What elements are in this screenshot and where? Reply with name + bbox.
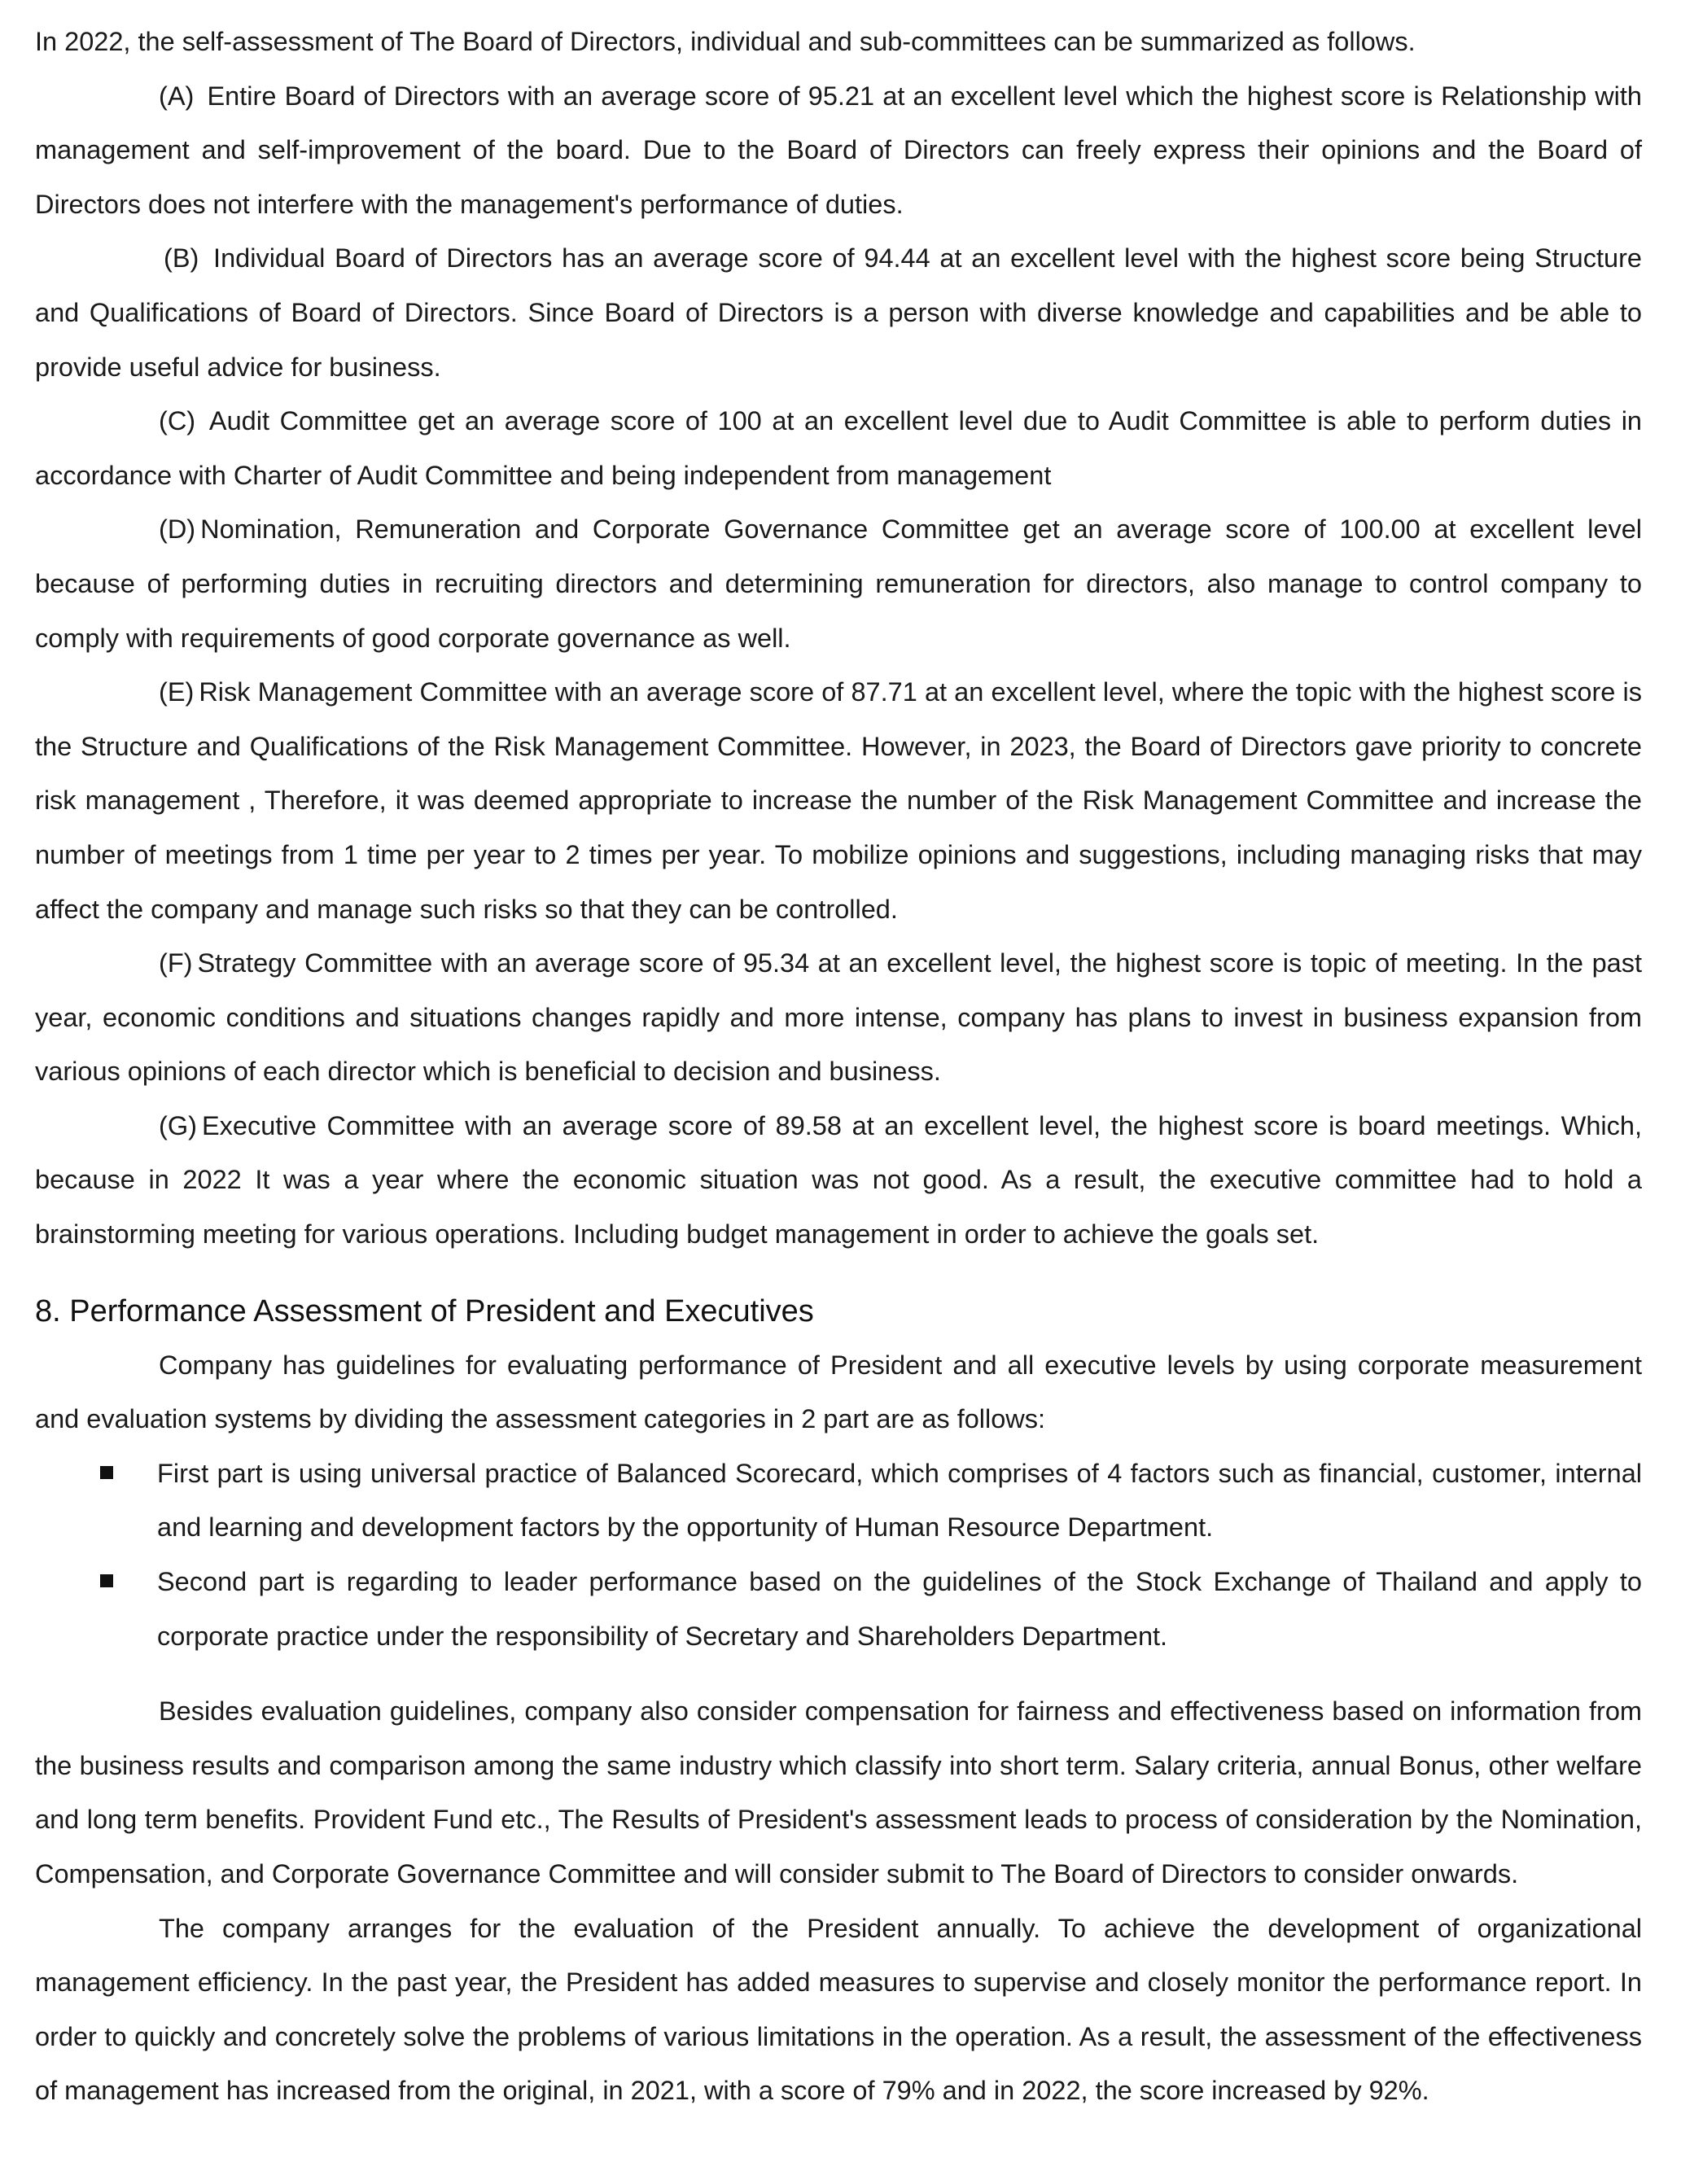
item-e-paragraph [35, 665, 1642, 936]
item-c-text: Audit Committee get an average score of 100 at an excellent level due to Audit Committee is able to perform duties in accordance with Charter of Audit Committee and being independent from management [35, 406, 1642, 490]
paragraph-spacer [35, 1663, 1642, 1684]
section-spacer [35, 1262, 1642, 1285]
item-e-label: (E) [159, 677, 195, 707]
item-c-label: (C) [159, 406, 196, 436]
list-item [35, 1555, 1642, 1663]
item-d-paragraph [35, 502, 1642, 665]
document-page [35, 15, 1642, 2118]
item-g-label: (G) [159, 1110, 197, 1140]
item-a-label: (A) [159, 81, 195, 111]
list-item-text: Second part is regarding to leader performance based on the guidelines of the Stock Exchange of Thailand and apply to corporate practice under the responsibility of Secretary and Shareholders Department. [157, 1567, 1642, 1651]
item-b-text: Individual Board of Directors has an average score of 94.44 at an excellent level with the highest score being Structure and Qualifications of Board of Directors. Since Board of Directors is a person with diverse knowledge and capabilities and be able to provide useful advice for business. [35, 243, 1642, 382]
list-item-text: First part is using universal practice of Balanced Scorecard, which comprises of 4 factors such as financial, customer, internal and learning and development factors by the opportunity of Human Resource Department. [157, 1458, 1642, 1543]
item-f-text: Strategy Committee with an average score of 95.34 at an excellent level, the highest score is topic of meeting. In the past year, economic conditions and situations changes rapidly and more intense, company has plans to invest in business expansion from various opinions of each director which is beneficial to decision and business. [35, 948, 1642, 1087]
item-d-label: (D) [159, 514, 196, 545]
item-e-text: Risk Management Committee with an average score of 87.71 at an excellent level, where the topic with the highest score is the Structure and Qualifications of the Risk Management Committee. However, in 2023, the Board of Directors gave priority to concrete risk management , Therefore, it was deemed appropriate to increase the number of the Risk Management Committee and increase the number of meetings from 1 time per year to 2 times per year. To mobilize opinions and suggestions, including managing risks that may affect the company and manage such risks so that they can be controlled. [35, 677, 1642, 924]
item-f-paragraph [35, 936, 1642, 1099]
compensation-paragraph: Besides evaluation guidelines, company also consider compensation for fairness and effectiveness based on information from the business results and comparison among the same industry which classify into short term. Salary criteria, annual Bonus, other welfare and long term benefits. Provident Fund etc., The Results of President's assessment leads to process of consideration by the Nomination, Compensation, and Corporate Governance Committee and will consider submit to The Board of Directors to consider onwards. [35, 1696, 1642, 1889]
item-b-label: (B) [164, 243, 199, 274]
square-bullet-icon [100, 1574, 113, 1587]
item-a-text: Entire Board of Directors with an average score of 95.21 at an excellent level which the highest score is Relationship with management and self-improvement of the board. Due to the Board of Directors can freely express their opinions and the Board of Directors does not interfere with the management's performance of duties. [35, 81, 1642, 219]
item-f-label: (F) [159, 948, 193, 978]
item-c-paragraph [35, 394, 1642, 502]
item-a-paragraph [35, 69, 1642, 232]
assessment-parts-list [35, 1447, 1642, 1663]
intro-paragraph: In 2022, the self-assessment of The Board of Directors, individual and sub-committees can be summarized as follows. [35, 27, 1416, 56]
item-b-paragraph [35, 231, 1642, 394]
list-item [35, 1447, 1642, 1555]
item-d-text: Nomination, Remuneration and Corporate Governance Committee get an average score of 100.00 at excellent level because of performing duties in recruiting directors and determining remuneration for directors, also manage to control company to comply with requirements of good corporate governance as well. [35, 514, 1642, 653]
section-lead-paragraph: Company has guidelines for evaluating performance of President and all executive levels by using corporate measurement and evaluation systems by dividing the assessment categories in 2 part are as follows: [35, 1350, 1642, 1434]
item-g-paragraph [35, 1099, 1642, 1262]
section-heading: 8. Performance Assessment of President and Executives [35, 1293, 814, 1328]
president-evaluation-paragraph: The company arranges for the evaluation of the President annually. To achieve the development of organizational management efficiency. In the past year, the President has added measures to supervise and closely monitor the performance report. In order to quickly and concretely solve the problems of various limitations in the operation. As a result, the assessment of the effectiveness of management has increased from the original, in 2021, with a score of 79% and in 2022, the score increased by 92%. [35, 1913, 1642, 2106]
item-g-text: Executive Committee with an average score of 89.58 at an excellent level, the highest score is board meetings. Which, because in 2022 It was a year where the economic situation was not good. As a result, the executive committee had to hold a brainstorming meeting for various operations. Including budget management in order to achieve the goals set. [35, 1110, 1642, 1250]
square-bullet-icon [100, 1466, 113, 1479]
